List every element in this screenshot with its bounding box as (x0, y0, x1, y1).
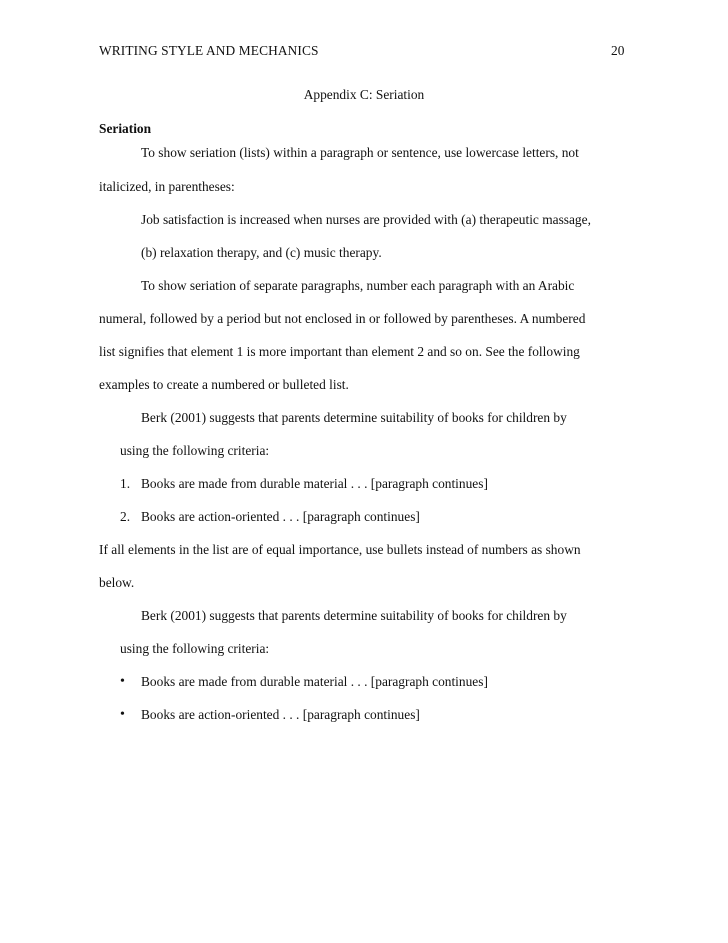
paragraph2-line1: To show seriation of separate paragraphs, number each paragraph with an Arabic (141, 278, 575, 293)
numbered-intro-line1: Berk (2001) suggests that parents determine suitability of books for children by (141, 410, 567, 425)
bullet-marker: • (120, 707, 125, 722)
appendix-title: Appendix C: Seriation (303, 87, 425, 102)
numbered-item-marker: 2. (120, 509, 131, 524)
paragraph2-line3: list signifies that element 1 is more important than element 2 and so on. See the following (99, 344, 580, 359)
numbered-item-marker: 1. (120, 476, 131, 491)
bulleted-intro-line2: using the following criteria: (120, 641, 270, 656)
section-heading: Seriation (99, 121, 152, 136)
bulleted-item-text: Books are action-oriented . . . [paragraph continues] (141, 707, 420, 722)
bulleted-intro-line1: Berk (2001) suggests that parents determine suitability of books for children by (141, 608, 567, 623)
running-head: WRITING STYLE AND MECHANICS (99, 43, 319, 58)
numbered-intro-line2: using the following criteria: (120, 443, 270, 458)
numbered-item-text: Books are made from durable material . . . [paragraph continues] (141, 476, 488, 491)
inline-example-line1: Job satisfaction is increased when nurses are provided with (a) therapeutic massage, (141, 212, 591, 227)
page-number: 20 (611, 43, 625, 58)
bulleted-item-text: Books are made from durable material . . . [paragraph continues] (141, 674, 488, 689)
paragraph1-line1: To show seriation (lists) within a paragraph or sentence, use lowercase letters, not (141, 145, 579, 160)
paragraph2-line2: numeral, followed by a period but not enclosed in or followed by parentheses. A numbered (99, 311, 586, 326)
paragraph3-line1: If all elements in the list are of equal importance, use bullets instead of numbers as shown (99, 542, 581, 557)
paragraph2-line4: examples to create a numbered or bulleted list. (99, 377, 349, 392)
paragraph1-line2: italicized, in parentheses: (99, 179, 235, 194)
paragraph3-line2: below. (99, 575, 135, 590)
inline-example-line2: (b) relaxation therapy, and (c) music therapy. (141, 245, 382, 260)
numbered-item-text: Books are action-oriented . . . [paragraph continues] (141, 509, 420, 524)
bullet-marker: • (120, 674, 125, 689)
